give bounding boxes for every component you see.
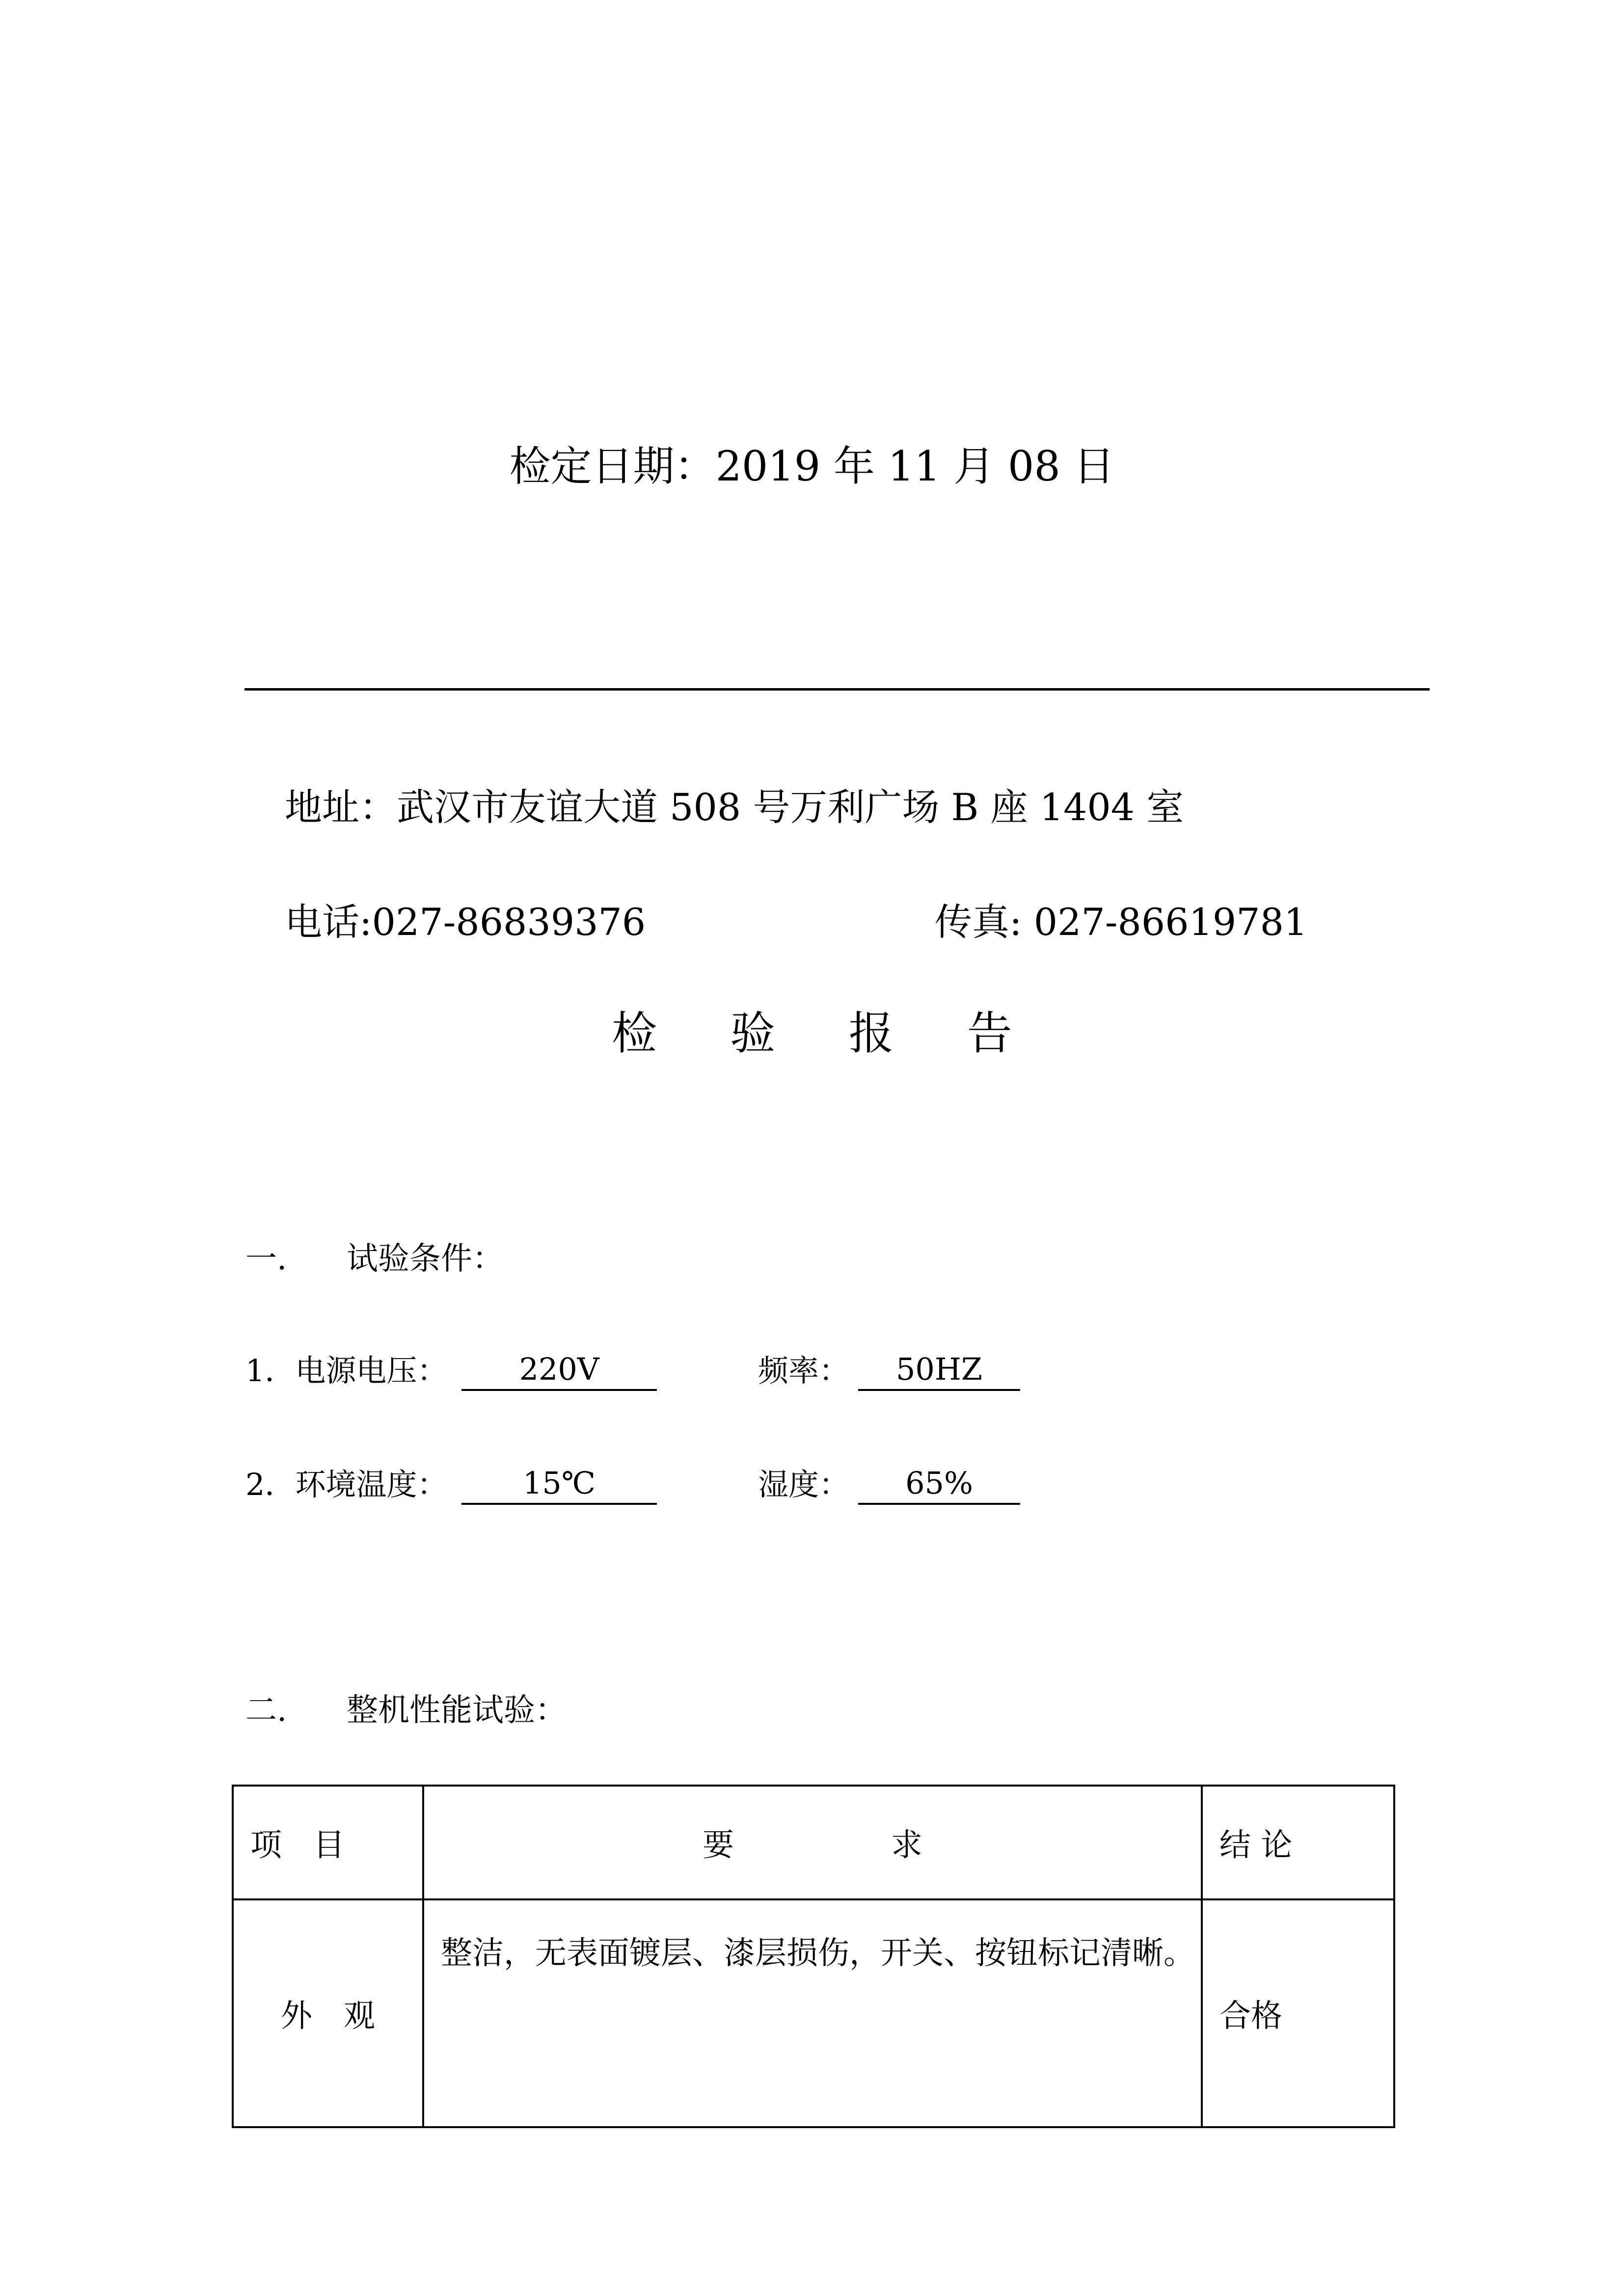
section2-number: 二. [245,1692,287,1729]
address-line: 地址：武汉市友谊大道 508 号万利广场 B 座 1404 室 [285,785,1184,829]
voltage-label: 1．电源电压： [245,1353,448,1388]
phone-line: 电话:027-86839376 [285,900,646,944]
temperature-value: 15℃ [461,1464,657,1505]
row-conclusion: 合格 [1202,1899,1394,2127]
frequency-value: 50HZ [858,1350,1020,1391]
humidity-value: 65% [858,1464,1020,1505]
temperature-label: 2．环境温度： [245,1467,448,1502]
voltage-value: 220V [461,1350,657,1391]
frequency-label: 频率： [758,1353,850,1388]
section2-title: 整机性能试验： [347,1692,567,1729]
header-item: 项 目 [233,1786,423,1899]
fax-line: 传真: 027-86619781 [935,900,1308,944]
section1-title: 试验条件： [347,1241,504,1277]
performance-table [232,1785,1395,2128]
inspection-date [0,439,1624,493]
humidity-label: 湿度： [758,1467,850,1502]
table-row [233,1899,1394,2127]
row-requirement: 整洁，无表面镀层、漆层损伤，开关、按钮标记清晰。 [423,1899,1202,2127]
table-header-row [233,1786,1394,1899]
header-conclusion: 结 论 [1202,1786,1394,1899]
row-item: 外 观 [233,1899,423,2127]
header-requirement: 要 求 [423,1786,1202,1899]
date-value: 2019 年 11 月 08 日 [715,442,1115,490]
section1-number: 一. [245,1241,287,1277]
report-title: 检 验 报 告 [612,1007,1042,1060]
date-label: 检定日期： [509,442,716,490]
header-divider [244,688,1430,691]
